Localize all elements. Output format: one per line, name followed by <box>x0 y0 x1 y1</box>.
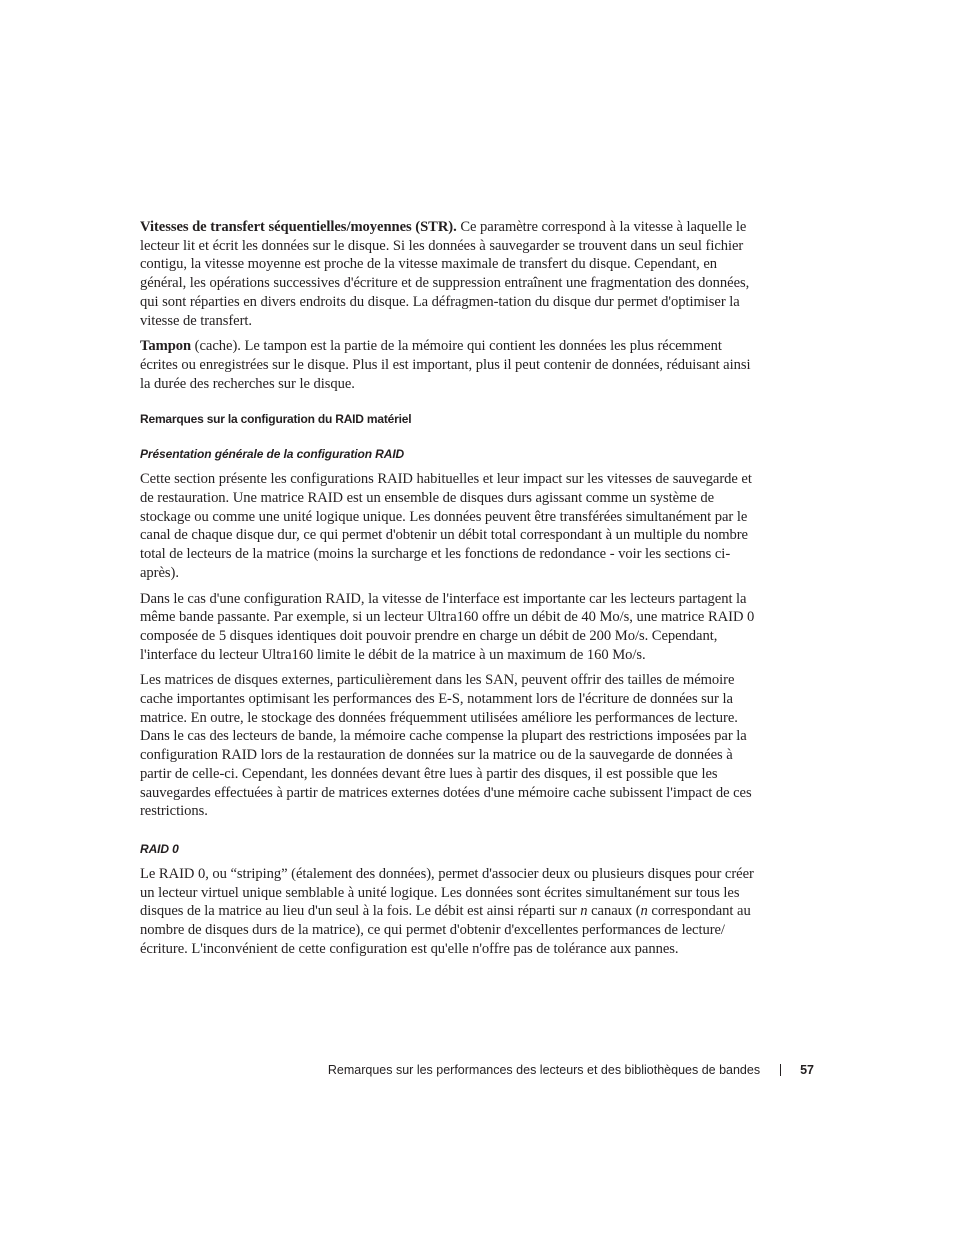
str-term: Vitesses de transfert séquentielles/moyennes (STR). <box>140 219 457 235</box>
overview-paragraph-1: Cette section présente les configurations RAID habituelles et leur impact sur les vitesses de sauvegarde et de restauration. Une matrice RAID est un ensemble de disques durs agissant comme un système de stockage ou comme une unité logique unique. Les données peuvent être transférées simultanément par le canal de chaque disque dur, ce qui permet d'obtenir un débit total correspondant à un multiple du nombre total de lecteurs de la matrice (moins la surcharge et les fonctions de redondance - voir les sections ci-après). <box>140 471 752 581</box>
footer-title: Remarques sur les performances des lecteurs et des bibliothèques de bandes <box>327 1063 761 1077</box>
footer-separator <box>780 1064 781 1076</box>
raid0-n-variable: n <box>580 903 588 920</box>
raid0-paragraph <box>140 865 756 959</box>
page-content <box>140 218 756 966</box>
heading-raid-config: Remarques sur la configuration du RAID matériel <box>140 412 412 427</box>
raid0-text-a: Le RAID 0, ou “striping” (étalement des données), permet d'associer deux ou plusieurs disques pour créer un lecteur virtuel unique semblable à unité logique. Les données sont écrites simultanément sur tous les disques de la matrice au lieu d'un seul à la fois. Le débit est ainsi réparti sur <box>140 865 754 920</box>
subheading-raid0: RAID 0 <box>140 841 179 856</box>
subheading-raid-overview: Présentation générale de la configuration RAID <box>140 447 405 462</box>
raid0-n-variable-2: n <box>640 903 648 920</box>
tampon-text: (cache). Le tampon est la partie de la mémoire qui contient les données les plus récemment écrites ou enregistrées sur le disque. Plus il est important, plus il peut contenir de données, réduisant ainsi la durée des recherches sur le disque. <box>140 338 751 392</box>
str-text: Ce paramètre correspond à la vitesse à laquelle le lecteur lit et écrit les données sur le disque. Si les données à sauvegarder se trouvent dans un seul fichier contigu, la vitesse moyenne est proche de la vitesse maximale de transfert du disque. Cependant, en général, les opérations successives d'écriture et de suppression entraînent une fragmentation des données, qui sont réparties en divers endroits du disque. La défragmen-tation du disque dur permet d'optimiser la vitesse de transfert. <box>140 219 750 329</box>
page-footer <box>328 1062 814 1078</box>
overview-paragraph-2: Dans le cas d'une configuration RAID, la vitesse de l'interface est importante car les lecteurs partagent la même bande passante. Par exemple, si un lecteur Ultra160 offre un débit de 40 Mo/s, une matrice RAID 0 composée de 5 disques identiques doit pouvoir prendre en charge un débit de 200 Mo/s. Cependant, l'interface du lecteur Ultra160 limite le débit de la matrice à un maximum de 160 Mo/s. <box>140 590 755 663</box>
page-number: 57 <box>800 1063 814 1077</box>
tampon-paragraph <box>140 337 756 393</box>
overview-paragraph-3: Les matrices de disques externes, particulièrement dans les SAN, peuvent offrir des tailles de mémoire cache importantes optimisant les performances des E-S, notamment lors de l'écriture de données sur la matrice. En outre, le stockage des données fréquemment utilisées améliore les performances de lecture. Dans le cas des lecteurs de bande, la mémoire cache compense la plupart des restrictions imposées par la configuration RAID lors de la restauration de données sur la matrice ou de la sauvegarde de données à partir de celle-ci. Cependant, les données devant être lues à partir des disques, il est possible que les sauvegardes effectuées à partir de matrices externes dotées d'une mémoire cache subissent l'impact de ces restrictions. <box>140 672 752 820</box>
raid0-text-b: canaux ( <box>587 903 641 920</box>
str-paragraph <box>140 218 756 330</box>
raid0-text-c: correspondant au nombre de disques durs de la matrice), ce qui permet d'obtenir d'excellentes performances de lecture/écriture. L'inconvénient de cette configuration est qu'elle n'offre pas de tolérance aux pannes. <box>140 903 751 957</box>
tampon-term: Tampon <box>140 338 192 355</box>
